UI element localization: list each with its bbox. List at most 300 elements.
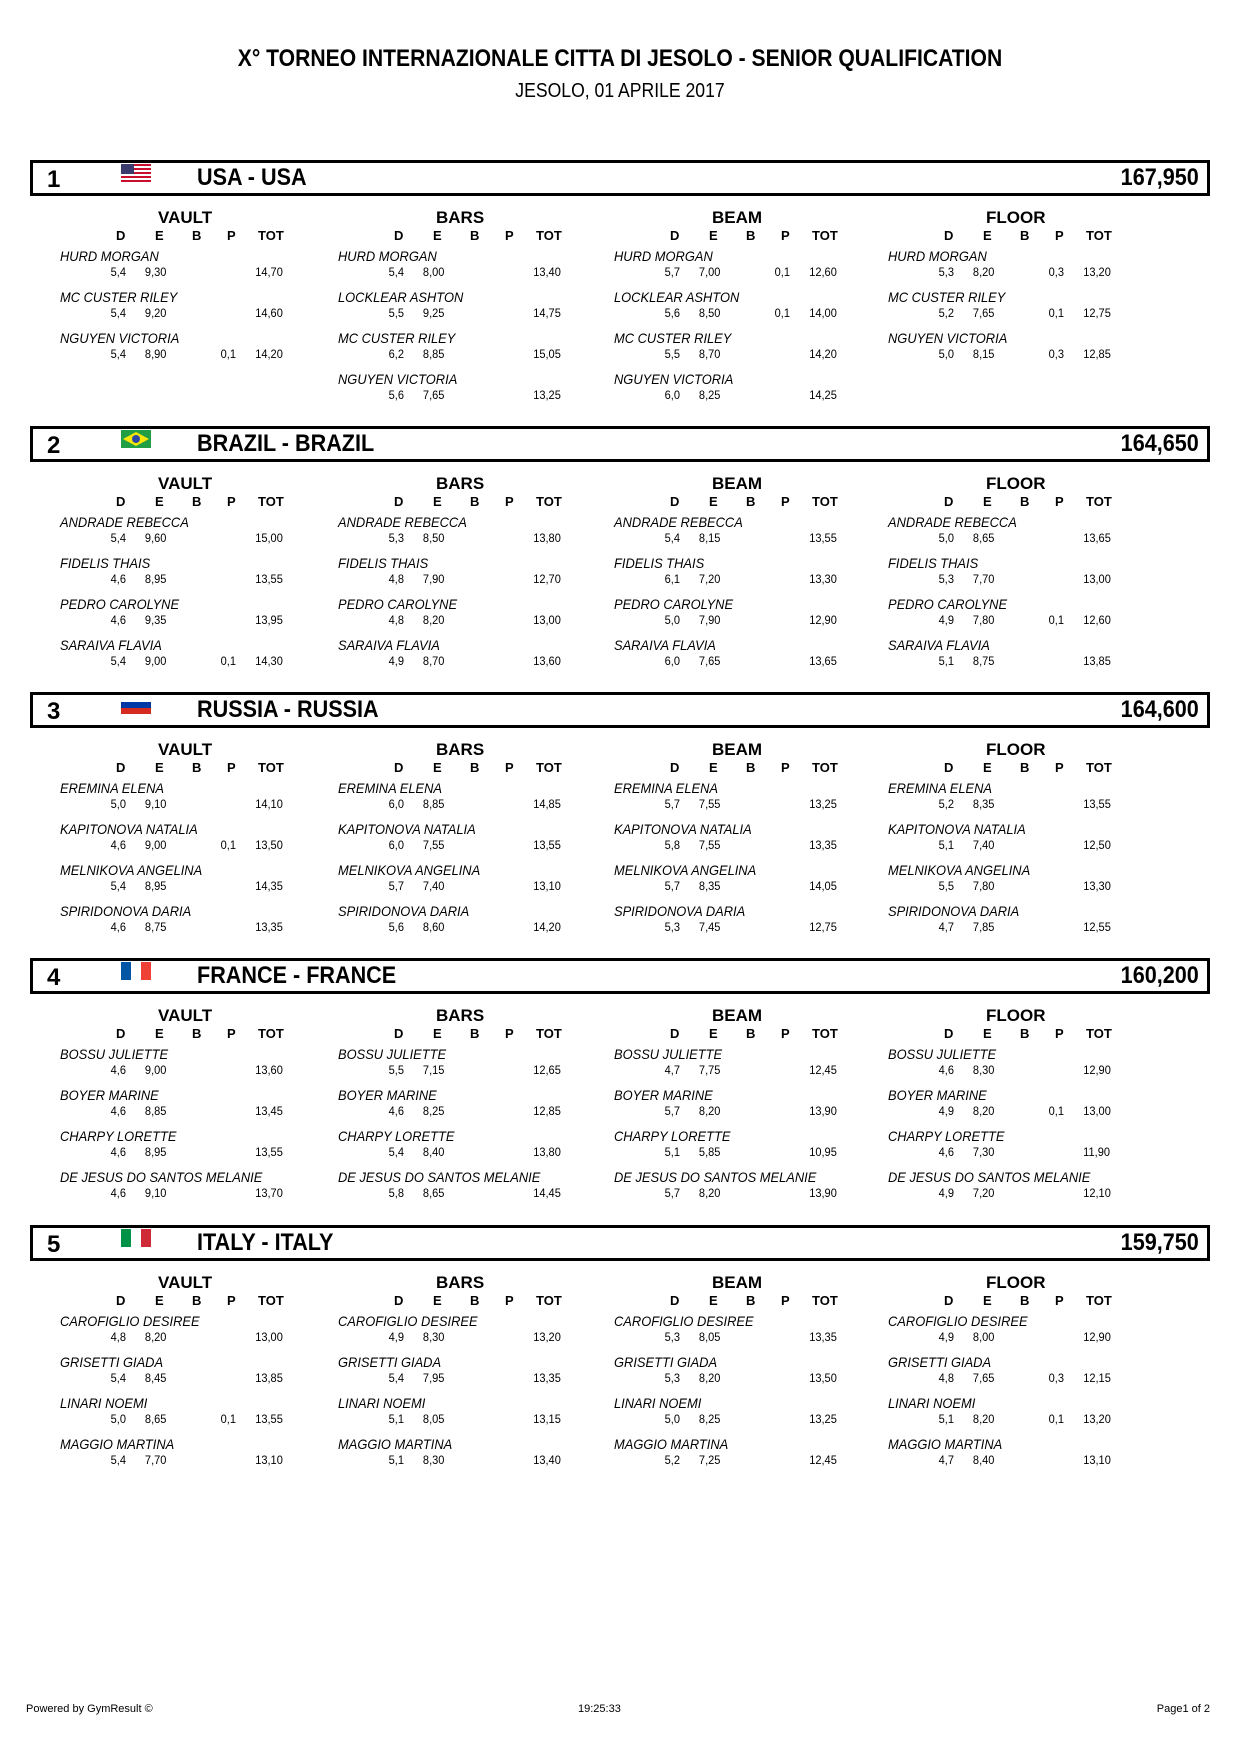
score-e: 8,95 — [144, 879, 167, 893]
apparatus-name: VAULT — [158, 1006, 213, 1025]
column-header: TOT — [536, 494, 562, 509]
score-d: 5,4 — [110, 265, 127, 279]
score-tot: 14,05 — [809, 879, 837, 893]
athlete-name: LINARI NOEMI — [614, 1395, 702, 1411]
athlete-name: DE JESUS DO SANTOS MELANIE — [888, 1169, 1091, 1185]
score-d: 4,9 — [938, 1104, 955, 1118]
score-d: 6,2 — [388, 347, 405, 361]
score-tot: 12,60 — [1083, 613, 1111, 627]
score-d: 4,7 — [938, 1453, 955, 1467]
score-tot: 12,15 — [1083, 1371, 1111, 1385]
column-header: D — [670, 228, 680, 243]
score-tot: 13,20 — [1083, 265, 1111, 279]
column-header: B — [746, 760, 756, 775]
score-e: 7,65 — [972, 1371, 995, 1385]
score-tot: 14,10 — [255, 797, 283, 811]
score-e: 8,75 — [972, 654, 995, 668]
athlete-name: BOYER MARINE — [60, 1087, 159, 1103]
score-e: 8,30 — [422, 1330, 445, 1344]
column-header: TOT — [1086, 228, 1112, 243]
apparatus-name: FLOOR — [986, 1006, 1046, 1025]
score-tot: 13,10 — [533, 879, 561, 893]
score-e: 7,80 — [972, 879, 995, 893]
document-title: X° TORNEO INTERNAZIONALE CITTA DI JESOLO - SENIOR QUALIFICATION — [237, 45, 1003, 72]
score-e: 7,65 — [972, 306, 995, 320]
score-d: 5,1 — [388, 1453, 405, 1467]
athlete-name: BOSSU JULIETTE — [338, 1046, 447, 1062]
apparatus-name: BARS — [436, 208, 485, 227]
score-e: 7,20 — [972, 1186, 995, 1200]
score-e: 8,35 — [698, 879, 721, 893]
column-header: P — [781, 494, 790, 509]
score-d: 6,0 — [664, 654, 681, 668]
apparatus-name: BARS — [436, 474, 485, 493]
score-tot: 12,60 — [809, 265, 837, 279]
score-e: 8,70 — [698, 347, 721, 361]
column-header: E — [709, 1026, 718, 1041]
score-e: 8,25 — [422, 1104, 445, 1118]
team-block — [30, 426, 1210, 668]
score-tot: 12,50 — [1083, 838, 1111, 852]
score-p: 0,1 — [220, 1412, 237, 1426]
column-header: B — [192, 228, 202, 243]
score-tot: 13,55 — [255, 572, 283, 586]
score-tot: 13,55 — [809, 531, 837, 545]
score-tot: 14,75 — [533, 306, 561, 320]
score-e: 8,70 — [422, 654, 445, 668]
athlete-name: KAPITONOVA NATALIA — [338, 821, 476, 837]
score-tot: 13,00 — [255, 1330, 283, 1344]
athlete-name: PEDRO CAROLYNE — [338, 596, 458, 612]
column-header: P — [227, 1293, 236, 1308]
score-tot: 13,50 — [255, 838, 283, 852]
apparatus-name: VAULT — [158, 740, 213, 759]
score-tot: 13,20 — [1083, 1412, 1111, 1426]
column-header: TOT — [258, 760, 284, 775]
score-e: 8,25 — [698, 388, 721, 402]
column-header: E — [709, 494, 718, 509]
team-block — [30, 1225, 1210, 1467]
score-d: 6,1 — [664, 572, 681, 586]
athlete-name: GRISETTI GIADA — [60, 1354, 164, 1370]
athlete-name: MC CUSTER RILEY — [338, 330, 456, 346]
usa-flag-icon — [121, 164, 151, 182]
score-d: 5,1 — [938, 1412, 955, 1426]
score-e: 7,90 — [422, 572, 445, 586]
column-header: B — [746, 494, 756, 509]
column-header: TOT — [258, 1026, 284, 1041]
column-header: B — [192, 760, 202, 775]
score-tot: 13,85 — [1083, 654, 1111, 668]
column-header: TOT — [812, 1026, 838, 1041]
team-header-bar — [30, 692, 1210, 728]
athlete-name: FIDELIS THAIS — [888, 555, 979, 571]
column-header: D — [394, 228, 404, 243]
column-header: E — [983, 494, 992, 509]
column-header: E — [155, 1026, 164, 1041]
russia-flag-icon — [121, 696, 151, 714]
score-tot: 12,55 — [1083, 920, 1111, 934]
athlete-name: NGUYEN VICTORIA — [60, 330, 180, 346]
score-e: 8,30 — [422, 1453, 445, 1467]
team-block — [30, 958, 1210, 1200]
column-header: B — [192, 494, 202, 509]
score-tot: 13,85 — [255, 1371, 283, 1385]
score-d: 5,1 — [938, 654, 955, 668]
athlete-name: DE JESUS DO SANTOS MELANIE — [338, 1169, 541, 1185]
score-e: 8,15 — [698, 531, 721, 545]
score-d: 5,4 — [110, 531, 127, 545]
athlete-name: KAPITONOVA NATALIA — [60, 821, 198, 837]
athlete-name: MAGGIO MARTINA — [614, 1436, 729, 1452]
column-header: TOT — [812, 760, 838, 775]
team-header-bar — [30, 426, 1210, 462]
score-e: 7,55 — [422, 838, 445, 852]
athlete-name: LINARI NOEMI — [60, 1395, 148, 1411]
score-d: 5,7 — [664, 797, 681, 811]
score-d: 5,3 — [664, 920, 681, 934]
score-d: 4,6 — [110, 1063, 127, 1077]
score-d: 4,8 — [110, 1330, 127, 1344]
score-d: 4,8 — [388, 572, 405, 586]
score-d: 5,4 — [110, 1453, 127, 1467]
france-flag-icon — [121, 962, 151, 980]
score-tot: 13,30 — [1083, 879, 1111, 893]
score-d: 4,6 — [938, 1063, 955, 1077]
score-e: 8,40 — [972, 1453, 995, 1467]
score-e: 8,25 — [698, 1412, 721, 1426]
score-e: 9,10 — [144, 1186, 167, 1200]
score-d: 5,4 — [110, 306, 127, 320]
column-header: P — [505, 760, 514, 775]
column-header: P — [1055, 760, 1064, 775]
score-tot: 13,90 — [809, 1104, 837, 1118]
team-name: ITALY - ITALY — [197, 1229, 334, 1256]
athlete-name: FIDELIS THAIS — [614, 555, 705, 571]
column-header: E — [709, 1293, 718, 1308]
score-e: 8,45 — [144, 1371, 167, 1385]
athlete-name: CHARPY LORETTE — [60, 1128, 177, 1144]
column-header: TOT — [258, 494, 284, 509]
score-tot: 13,50 — [809, 1371, 837, 1385]
score-p: 0,1 — [220, 347, 237, 361]
score-e: 7,70 — [144, 1453, 167, 1467]
column-header: B — [470, 760, 480, 775]
score-e: 8,05 — [698, 1330, 721, 1344]
score-e: 8,20 — [422, 613, 445, 627]
score-tot: 13,25 — [809, 1412, 837, 1426]
footer-page: Page1 of 2 — [1156, 1703, 1210, 1715]
column-header: B — [746, 1293, 756, 1308]
column-header: TOT — [536, 1293, 562, 1308]
score-tot: 13,60 — [255, 1063, 283, 1077]
score-e: 9,60 — [144, 531, 167, 545]
score-e: 7,55 — [698, 838, 721, 852]
team-rank: 2 — [47, 432, 61, 459]
score-tot: 13,25 — [809, 797, 837, 811]
score-d: 5,0 — [110, 1412, 127, 1426]
score-tot: 14,70 — [255, 265, 283, 279]
athlete-name: CHARPY LORETTE — [614, 1128, 731, 1144]
team-rank: 5 — [47, 1231, 61, 1258]
column-header: E — [433, 760, 442, 775]
column-header: D — [394, 494, 404, 509]
score-e: 8,85 — [422, 347, 445, 361]
column-header: E — [709, 760, 718, 775]
column-header: D — [394, 760, 404, 775]
score-e: 8,20 — [972, 1412, 995, 1426]
column-header: E — [433, 1293, 442, 1308]
athlete-name: BOSSU JULIETTE — [60, 1046, 169, 1062]
column-header: D — [670, 494, 680, 509]
column-header: E — [983, 228, 992, 243]
score-e: 9,00 — [144, 838, 167, 852]
athlete-name: MC CUSTER RILEY — [60, 289, 178, 305]
score-e: 7,40 — [422, 879, 445, 893]
score-d: 4,6 — [110, 1145, 127, 1159]
column-header: B — [1020, 1026, 1030, 1041]
score-d: 5,5 — [388, 306, 405, 320]
column-header: P — [505, 228, 514, 243]
column-header: E — [983, 1026, 992, 1041]
score-tot: 13,80 — [533, 531, 561, 545]
score-d: 5,4 — [110, 879, 127, 893]
column-header: D — [944, 228, 954, 243]
apparatus-name: FLOOR — [986, 1273, 1046, 1292]
team-total: 164,600 — [1120, 696, 1199, 723]
score-e: 7,65 — [422, 388, 445, 402]
score-d: 4,6 — [110, 1104, 127, 1118]
score-d: 4,6 — [110, 572, 127, 586]
score-e: 8,95 — [144, 1145, 167, 1159]
athlete-name: FIDELIS THAIS — [338, 555, 429, 571]
score-tot: 13,90 — [809, 1186, 837, 1200]
athlete-name: EREMINA ELENA — [614, 780, 719, 796]
score-e: 8,90 — [144, 347, 167, 361]
column-header: E — [155, 760, 164, 775]
score-tot: 14,20 — [533, 920, 561, 934]
column-header: B — [746, 1026, 756, 1041]
athlete-name: FIDELIS THAIS — [60, 555, 151, 571]
athlete-name: LOCKLEAR ASHTON — [614, 289, 740, 305]
score-p: 0,3 — [1048, 1371, 1065, 1385]
score-d: 5,3 — [938, 265, 955, 279]
athlete-name: KAPITONOVA NATALIA — [888, 821, 1026, 837]
column-header: P — [227, 228, 236, 243]
score-tot: 13,10 — [255, 1453, 283, 1467]
athlete-name: SARAIVA FLAVIA — [888, 637, 990, 653]
score-tot: 14,30 — [255, 654, 283, 668]
athlete-name: GRISETTI GIADA — [888, 1354, 992, 1370]
score-p: 0,1 — [220, 654, 237, 668]
athlete-name: LOCKLEAR ASHTON — [338, 289, 464, 305]
column-header: TOT — [1086, 1026, 1112, 1041]
document-subtitle: JESOLO, 01 APRILE 2017 — [515, 80, 725, 102]
column-header: D — [116, 494, 126, 509]
team-rank: 4 — [47, 964, 61, 991]
apparatus-name: VAULT — [158, 474, 213, 493]
column-header: P — [505, 1293, 514, 1308]
column-header: B — [470, 1293, 480, 1308]
score-e: 8,20 — [698, 1186, 721, 1200]
score-tot: 13,40 — [533, 265, 561, 279]
score-tot: 13,10 — [1083, 1453, 1111, 1467]
column-header: B — [746, 228, 756, 243]
athlete-name: SARAIVA FLAVIA — [614, 637, 716, 653]
athlete-name: NGUYEN VICTORIA — [338, 371, 458, 387]
score-tot: 13,35 — [533, 1371, 561, 1385]
score-d: 5,3 — [388, 531, 405, 545]
athlete-name: ANDRADE REBECCA — [888, 514, 1017, 530]
score-e: 8,60 — [422, 920, 445, 934]
score-tot: 13,95 — [255, 613, 283, 627]
score-tot: 15,05 — [533, 347, 561, 361]
apparatus-name: BEAM — [712, 740, 763, 759]
column-header: P — [227, 1026, 236, 1041]
score-d: 5,6 — [664, 306, 681, 320]
score-d: 5,1 — [938, 838, 955, 852]
athlete-name: LINARI NOEMI — [338, 1395, 426, 1411]
score-d: 6,0 — [388, 838, 405, 852]
column-header: B — [470, 1026, 480, 1041]
score-d: 4,7 — [664, 1063, 681, 1077]
score-tot: 12,85 — [1083, 347, 1111, 361]
score-p: 0,1 — [1048, 306, 1065, 320]
score-e: 9,00 — [144, 654, 167, 668]
score-d: 4,6 — [388, 1104, 405, 1118]
score-e: 8,50 — [698, 306, 721, 320]
athlete-name: NGUYEN VICTORIA — [888, 330, 1008, 346]
column-header: B — [470, 494, 480, 509]
score-e: 8,20 — [972, 265, 995, 279]
apparatus-name: BEAM — [712, 474, 763, 493]
apparatus-name: FLOOR — [986, 474, 1046, 493]
score-e: 8,65 — [422, 1186, 445, 1200]
team-total: 164,650 — [1120, 430, 1199, 457]
score-e: 8,40 — [422, 1145, 445, 1159]
column-header: P — [505, 494, 514, 509]
athlete-name: MELNIKOVA ANGELINA — [338, 862, 481, 878]
score-d: 6,0 — [388, 797, 405, 811]
score-e: 7,95 — [422, 1371, 445, 1385]
athlete-name: MELNIKOVA ANGELINA — [60, 862, 203, 878]
athlete-name: CAROFIGLIO DESIREE — [888, 1313, 1028, 1329]
team-name: FRANCE - FRANCE — [197, 962, 397, 989]
athlete-name: GRISETTI GIADA — [338, 1354, 442, 1370]
column-header: P — [1055, 1026, 1064, 1041]
column-header: B — [1020, 228, 1030, 243]
score-e: 8,35 — [972, 797, 995, 811]
score-tot: 12,90 — [1083, 1330, 1111, 1344]
score-d: 4,6 — [938, 1145, 955, 1159]
apparatus-name: BARS — [436, 740, 485, 759]
column-header: B — [1020, 494, 1030, 509]
score-d: 4,8 — [938, 1371, 955, 1385]
score-tot: 10,95 — [809, 1145, 837, 1159]
score-d: 5,4 — [388, 1145, 405, 1159]
team-header-bar — [30, 1225, 1210, 1261]
score-d: 5,7 — [664, 879, 681, 893]
column-header: D — [670, 1293, 680, 1308]
score-e: 9,30 — [144, 265, 167, 279]
score-tot: 13,20 — [533, 1330, 561, 1344]
score-e: 8,65 — [972, 531, 995, 545]
column-header: D — [394, 1026, 404, 1041]
score-d: 6,0 — [664, 388, 681, 402]
team-total: 160,200 — [1120, 962, 1199, 989]
score-d: 5,5 — [388, 1063, 405, 1077]
score-tot: 14,60 — [255, 306, 283, 320]
athlete-name: HURD MORGAN — [888, 248, 987, 264]
athlete-name: PEDRO CAROLYNE — [888, 596, 1008, 612]
apparatus-name: VAULT — [158, 1273, 213, 1292]
athlete-name: SPIRIDONOVA DARIA — [614, 903, 746, 919]
column-header: TOT — [536, 228, 562, 243]
score-e: 7,80 — [972, 613, 995, 627]
score-e: 8,20 — [972, 1104, 995, 1118]
score-tot: 13,00 — [533, 613, 561, 627]
score-e: 8,75 — [144, 920, 167, 934]
score-d: 5,0 — [664, 1412, 681, 1426]
score-tot: 12,90 — [809, 613, 837, 627]
score-tot: 14,00 — [809, 306, 837, 320]
score-d: 5,3 — [664, 1330, 681, 1344]
column-header: TOT — [536, 760, 562, 775]
score-tot: 14,20 — [255, 347, 283, 361]
score-tot: 12,75 — [1083, 306, 1111, 320]
column-header: P — [1055, 228, 1064, 243]
team-rank: 3 — [47, 698, 61, 725]
column-header: D — [944, 494, 954, 509]
athlete-name: ANDRADE REBECCA — [614, 514, 743, 530]
athlete-name: HURD MORGAN — [338, 248, 437, 264]
athlete-name: BOSSU JULIETTE — [888, 1046, 997, 1062]
apparatus-name: VAULT — [158, 208, 213, 227]
score-e: 5,85 — [698, 1145, 721, 1159]
score-p: 0,1 — [1048, 1104, 1065, 1118]
column-header: E — [155, 494, 164, 509]
column-header: B — [192, 1026, 202, 1041]
score-d: 5,7 — [664, 265, 681, 279]
athlete-name: MC CUSTER RILEY — [614, 330, 732, 346]
score-p: 0,3 — [1048, 347, 1065, 361]
score-e: 7,55 — [698, 797, 721, 811]
score-tot: 13,25 — [533, 388, 561, 402]
athlete-name: EREMINA ELENA — [888, 780, 993, 796]
column-header: P — [781, 228, 790, 243]
column-header: P — [227, 494, 236, 509]
score-d: 5,0 — [938, 347, 955, 361]
column-header: P — [227, 760, 236, 775]
score-e: 7,20 — [698, 572, 721, 586]
score-e: 8,95 — [144, 572, 167, 586]
score-e: 8,85 — [144, 1104, 167, 1118]
athlete-name: ANDRADE REBECCA — [60, 514, 189, 530]
athlete-name: CAROFIGLIO DESIREE — [338, 1313, 478, 1329]
score-tot: 13,55 — [1083, 797, 1111, 811]
score-d: 4,6 — [110, 1186, 127, 1200]
footer-powered-by: Powered by GymResult © — [26, 1703, 153, 1715]
score-tot: 14,20 — [809, 347, 837, 361]
score-d: 5,2 — [938, 797, 955, 811]
athlete-name: PEDRO CAROLYNE — [60, 596, 180, 612]
score-d: 5,3 — [664, 1371, 681, 1385]
athlete-name: MAGGIO MARTINA — [888, 1436, 1003, 1452]
score-tot: 14,35 — [255, 879, 283, 893]
column-header: D — [670, 760, 680, 775]
athlete-name: BOYER MARINE — [888, 1087, 987, 1103]
column-header: B — [470, 228, 480, 243]
